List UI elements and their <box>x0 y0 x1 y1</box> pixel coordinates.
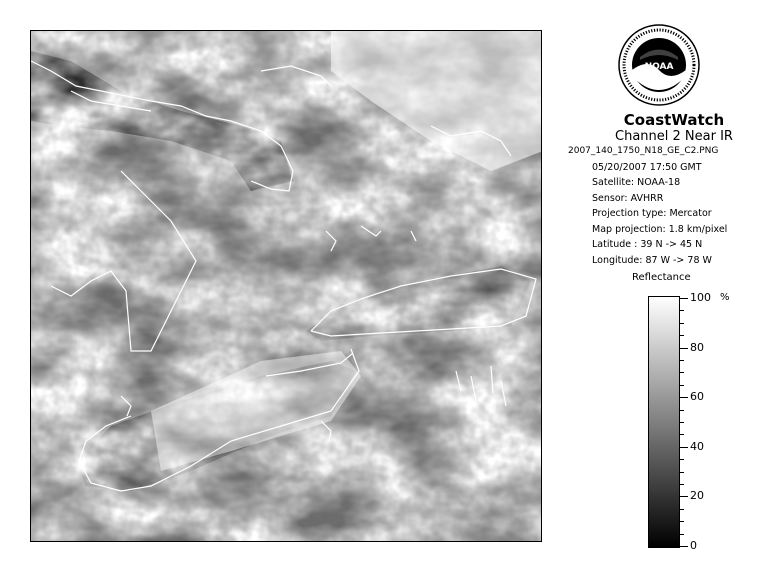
colorbar-major-tick <box>680 546 688 547</box>
colorbar-tick-label: 100 <box>690 291 711 304</box>
colorbar-minor-tick <box>680 323 684 324</box>
datetime: 05/20/2007 17:50 GMT <box>592 161 702 173</box>
brand-title: CoastWatch <box>623 111 725 129</box>
colorbar-major-tick <box>680 348 688 349</box>
colorbar-tick-label: 0 <box>690 539 697 552</box>
colorbar-tick-label: 40 <box>690 439 704 453</box>
colorbar-label: Reflectance <box>632 272 691 283</box>
colorbar-major-tick <box>680 397 688 398</box>
noaa-seal-icon <box>618 24 700 106</box>
colorbar-minor-tick <box>680 472 684 473</box>
colorbar-minor-tick <box>680 410 684 411</box>
noaa-logo <box>618 24 700 106</box>
info-panel <box>568 112 768 268</box>
latitude: Latitude : 39 N -> 45 N <box>592 239 703 250</box>
colorbar-minor-tick <box>680 360 684 361</box>
colorbar-tick-label: 80 <box>690 340 704 354</box>
filename: 2007_140_1750_N18_GE_C2.PNG <box>568 146 719 156</box>
colorbar-minor-tick <box>680 459 684 460</box>
sensor: Sensor: AVHRR <box>592 192 664 204</box>
map-projection: Map projection: 1.8 km/pixel <box>592 223 728 235</box>
colorbar-minor-tick <box>680 310 684 311</box>
colorbar-minor-tick <box>680 335 684 336</box>
satellite-scene <box>31 31 542 542</box>
satellite: Satellite: NOAA-18 <box>592 177 681 188</box>
colorbar-major-tick <box>680 298 688 299</box>
satellite-image <box>30 30 542 542</box>
colorbar-unit: % <box>720 292 730 303</box>
colorbar-minor-tick <box>680 534 684 535</box>
colorbar-major-tick <box>680 447 688 448</box>
colorbar-major-tick <box>680 496 688 497</box>
noaa-logo-text: NOAA <box>644 62 674 72</box>
colorbar-tick-label: 20 <box>690 489 704 503</box>
colorbar-minor-tick <box>680 434 684 435</box>
channel-title: Channel 2 Near IR <box>615 129 733 144</box>
colorbar <box>648 296 680 548</box>
colorbar-tick-label: 60 <box>690 390 704 404</box>
colorbar-minor-tick <box>680 372 684 373</box>
colorbar-minor-tick <box>680 385 684 386</box>
colorbar-minor-tick <box>680 484 684 485</box>
projection-type: Projection type: Mercator <box>592 208 712 219</box>
colorbar-minor-tick <box>680 422 684 423</box>
colorbar-minor-tick <box>680 509 684 510</box>
colorbar-minor-tick <box>680 521 684 522</box>
longitude: Longitude: 87 W -> 78 W <box>592 254 712 266</box>
